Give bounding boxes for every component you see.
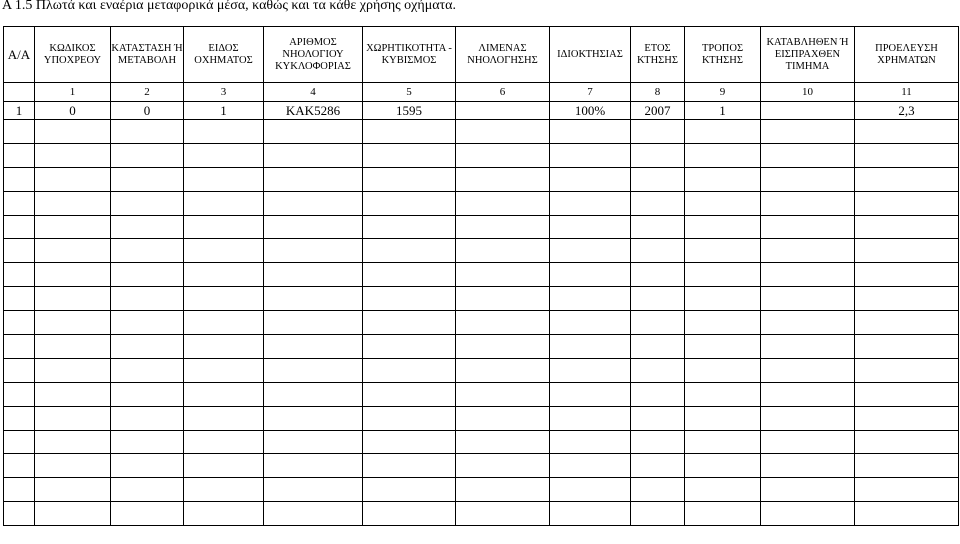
empty-row: [4, 430, 959, 454]
empty-cell: [363, 406, 456, 430]
empty-cell: [761, 120, 855, 144]
empty-cell: [456, 430, 550, 454]
table-cell: 0: [111, 102, 184, 120]
empty-cell: [184, 454, 264, 478]
empty-cell: [456, 358, 550, 382]
empty-cell: [685, 215, 761, 239]
empty-cell: [111, 382, 184, 406]
empty-cell: [761, 287, 855, 311]
empty-cell: [761, 502, 855, 526]
empty-cell: [761, 358, 855, 382]
empty-cell: [685, 191, 761, 215]
empty-cell: [855, 502, 959, 526]
empty-cell: [685, 167, 761, 191]
empty-cell: [761, 167, 855, 191]
empty-cell: [550, 454, 631, 478]
empty-cell: [685, 335, 761, 359]
empty-cell: [4, 478, 35, 502]
empty-cell: [4, 263, 35, 287]
empty-cell: [363, 263, 456, 287]
empty-cell: [685, 406, 761, 430]
table-cell: 0: [35, 102, 111, 120]
empty-cell: [184, 120, 264, 144]
col-header-registration-number: ΑΡΙΘΜΟΣ ΝΗΟΛΟΓΙΟΥ ΚΥΚΛΟΦΟΡΙΑΣ: [264, 27, 363, 83]
empty-row: [4, 382, 959, 406]
column-number: 7: [550, 83, 631, 102]
column-number: 1: [35, 83, 111, 102]
empty-cell: [35, 406, 111, 430]
empty-cell: [35, 215, 111, 239]
empty-cell: [363, 478, 456, 502]
empty-cell: [456, 311, 550, 335]
empty-cell: [363, 167, 456, 191]
empty-cell: [363, 335, 456, 359]
col-header-ownership: ΙΔΙΟΚΤΗΣΙΑΣ: [550, 27, 631, 83]
empty-cell: [456, 167, 550, 191]
column-number: 3: [184, 83, 264, 102]
empty-cell: [363, 239, 456, 263]
empty-cell: [264, 406, 363, 430]
empty-cell: [184, 478, 264, 502]
empty-cell: [550, 358, 631, 382]
empty-cell: [4, 191, 35, 215]
empty-cell: [855, 287, 959, 311]
empty-cell: [35, 263, 111, 287]
empty-cell: [631, 287, 685, 311]
empty-cell: [264, 382, 363, 406]
empty-cell: [685, 358, 761, 382]
empty-cell: [685, 311, 761, 335]
empty-cell: [550, 430, 631, 454]
empty-cell: [631, 502, 685, 526]
empty-cell: [631, 335, 685, 359]
empty-row: [4, 478, 959, 502]
empty-cell: [4, 382, 35, 406]
empty-cell: [35, 454, 111, 478]
empty-cell: [111, 358, 184, 382]
empty-cell: [111, 311, 184, 335]
empty-cell: [631, 311, 685, 335]
empty-cell: [631, 120, 685, 144]
table-row: [4, 102, 959, 120]
empty-row: [4, 454, 959, 478]
empty-cell: [631, 454, 685, 478]
column-number: 11: [855, 83, 959, 102]
empty-cell: [184, 358, 264, 382]
empty-cell: [4, 143, 35, 167]
empty-cell: [685, 430, 761, 454]
empty-cell: [855, 167, 959, 191]
empty-cell: [685, 263, 761, 287]
empty-cell: [264, 335, 363, 359]
empty-cell: [550, 502, 631, 526]
table-cell: 2,3: [855, 102, 959, 120]
empty-cell: [184, 239, 264, 263]
empty-cell: [35, 478, 111, 502]
empty-cell: [456, 239, 550, 263]
empty-cell: [264, 191, 363, 215]
column-number: 9: [685, 83, 761, 102]
empty-cell: [35, 311, 111, 335]
empty-cell: [631, 239, 685, 263]
empty-cell: [456, 120, 550, 144]
empty-cell: [111, 478, 184, 502]
empty-cell: [4, 335, 35, 359]
empty-cell: [456, 215, 550, 239]
empty-cell: [456, 263, 550, 287]
empty-cell: [4, 454, 35, 478]
col-header-status: ΚΑΤΑΣΤΑΣΗ Ή ΜΕΤΑΒΟΛΗ: [111, 27, 184, 83]
empty-cell: [363, 143, 456, 167]
empty-cell: [184, 143, 264, 167]
empty-cell: [184, 167, 264, 191]
empty-cell: [35, 287, 111, 311]
empty-cell: [550, 120, 631, 144]
empty-cell: [855, 311, 959, 335]
empty-cell: [111, 143, 184, 167]
empty-cell: [35, 120, 111, 144]
empty-cell: [264, 120, 363, 144]
empty-cell: [35, 239, 111, 263]
empty-cell: [761, 478, 855, 502]
empty-cell: [631, 430, 685, 454]
empty-cell: [685, 120, 761, 144]
empty-cell: [184, 335, 264, 359]
table-cell: [456, 102, 550, 120]
empty-cell: [761, 215, 855, 239]
empty-cell: [761, 263, 855, 287]
empty-cell: [761, 191, 855, 215]
column-number: 5: [363, 83, 456, 102]
empty-cell: [264, 311, 363, 335]
column-number: 10: [761, 83, 855, 102]
empty-cell: [855, 454, 959, 478]
table-cell: 2007: [631, 102, 685, 120]
empty-cell: [4, 167, 35, 191]
header-row: [4, 27, 959, 83]
empty-cell: [264, 239, 363, 263]
empty-cell: [264, 167, 363, 191]
empty-cell: [631, 263, 685, 287]
column-number: 2: [111, 83, 184, 102]
empty-cell: [111, 335, 184, 359]
column-number-row: [4, 83, 959, 102]
table-cell: [761, 102, 855, 120]
empty-cell: [855, 430, 959, 454]
empty-cell: [4, 239, 35, 263]
empty-cell: [855, 263, 959, 287]
empty-row: [4, 406, 959, 430]
empty-cell: [855, 478, 959, 502]
empty-cell: [631, 382, 685, 406]
empty-cell: [363, 430, 456, 454]
empty-cell: [35, 191, 111, 215]
empty-cell: [363, 502, 456, 526]
col-header-price: ΚΑΤΑΒΛΗΘΕΝ Ή ΕΙΣΠΡΑΧΘΕΝ ΤΙΜΗΜΑ: [761, 27, 855, 83]
col-header-port: ΛΙΜΕΝΑΣ ΝΗΟΛΟΓΗΣΗΣ: [456, 27, 550, 83]
empty-cell: [111, 454, 184, 478]
empty-cell: [761, 382, 855, 406]
empty-cell: [855, 406, 959, 430]
empty-cell: [111, 191, 184, 215]
empty-cell: [363, 358, 456, 382]
empty-cell: [761, 311, 855, 335]
empty-row: [4, 311, 959, 335]
empty-cell: [111, 215, 184, 239]
empty-cell: [761, 406, 855, 430]
empty-cell: [550, 335, 631, 359]
empty-cell: [685, 239, 761, 263]
empty-cell: [456, 454, 550, 478]
empty-cell: [111, 502, 184, 526]
empty-cell: [855, 382, 959, 406]
empty-row: [4, 502, 959, 526]
empty-cell: [4, 215, 35, 239]
empty-cell: [264, 502, 363, 526]
col-header-aa: Α/Α: [4, 27, 35, 83]
empty-cell: [855, 143, 959, 167]
empty-cell: [550, 167, 631, 191]
empty-cell: [35, 502, 111, 526]
column-number: 8: [631, 83, 685, 102]
empty-cell: [111, 120, 184, 144]
empty-cell: [550, 406, 631, 430]
empty-row: [4, 167, 959, 191]
empty-cell: [363, 382, 456, 406]
empty-cell: [855, 335, 959, 359]
table-cell: 1: [4, 102, 35, 120]
empty-cell: [631, 406, 685, 430]
empty-cell: [264, 478, 363, 502]
table-cell: ΚΑΚ5286: [264, 102, 363, 120]
empty-cell: [184, 382, 264, 406]
empty-row: [4, 239, 959, 263]
empty-cell: [550, 239, 631, 263]
column-number: 4: [264, 83, 363, 102]
empty-cell: [184, 215, 264, 239]
empty-row: [4, 120, 959, 144]
assets-table: [3, 26, 959, 526]
empty-cell: [111, 167, 184, 191]
empty-cell: [4, 502, 35, 526]
empty-cell: [264, 263, 363, 287]
column-number: 6: [456, 83, 550, 102]
empty-cell: [456, 478, 550, 502]
empty-cell: [550, 382, 631, 406]
empty-cell: [35, 430, 111, 454]
empty-cell: [184, 502, 264, 526]
empty-cell: [363, 287, 456, 311]
empty-cell: [855, 120, 959, 144]
empty-cell: [363, 215, 456, 239]
empty-cell: [456, 382, 550, 406]
empty-cell: [4, 287, 35, 311]
empty-cell: [4, 311, 35, 335]
empty-cell: [631, 191, 685, 215]
empty-cell: [761, 143, 855, 167]
empty-cell: [35, 167, 111, 191]
empty-cell: [631, 478, 685, 502]
empty-cell: [4, 358, 35, 382]
table-cell: 1595: [363, 102, 456, 120]
empty-cell: [456, 406, 550, 430]
empty-cell: [4, 406, 35, 430]
empty-cell: [685, 143, 761, 167]
col-header-year: ΕΤΟΣ ΚΤΗΣΗΣ: [631, 27, 685, 83]
empty-cell: [184, 430, 264, 454]
empty-cell: [35, 335, 111, 359]
empty-cell: [35, 382, 111, 406]
empty-cell: [456, 502, 550, 526]
empty-cell: [761, 454, 855, 478]
empty-cell: [550, 311, 631, 335]
empty-cell: [855, 191, 959, 215]
empty-cell: [35, 358, 111, 382]
empty-cell: [631, 167, 685, 191]
empty-cell: [685, 382, 761, 406]
empty-cell: [685, 502, 761, 526]
col-header-capacity: ΧΩΡΗΤΙΚΟΤΗΤΑ - ΚΥΒΙΣΜΟΣ: [363, 27, 456, 83]
column-number: [4, 83, 35, 102]
empty-cell: [264, 430, 363, 454]
empty-row: [4, 335, 959, 359]
empty-row: [4, 358, 959, 382]
col-header-funds-source: ΠΡΟΕΛΕΥΣΗ ΧΡΗΜΑΤΩΝ: [855, 27, 959, 83]
empty-cell: [550, 191, 631, 215]
empty-cell: [184, 406, 264, 430]
empty-cell: [111, 263, 184, 287]
empty-cell: [35, 143, 111, 167]
empty-row: [4, 215, 959, 239]
empty-row: [4, 191, 959, 215]
empty-cell: [550, 287, 631, 311]
empty-cell: [550, 263, 631, 287]
empty-cell: [685, 454, 761, 478]
empty-row: [4, 143, 959, 167]
empty-cell: [264, 143, 363, 167]
empty-cell: [184, 191, 264, 215]
empty-cell: [111, 430, 184, 454]
empty-cell: [761, 430, 855, 454]
empty-cell: [111, 287, 184, 311]
empty-cell: [456, 287, 550, 311]
empty-cell: [855, 215, 959, 239]
empty-cell: [363, 191, 456, 215]
empty-cell: [4, 430, 35, 454]
empty-cell: [184, 287, 264, 311]
empty-cell: [264, 454, 363, 478]
empty-cell: [631, 143, 685, 167]
empty-cell: [111, 239, 184, 263]
empty-cell: [631, 358, 685, 382]
empty-cell: [761, 335, 855, 359]
empty-cell: [456, 335, 550, 359]
empty-cell: [363, 454, 456, 478]
page-title: Α 1.5 Πλωτά και εναέρια μεταφορικά μέσα, καθώς και τα κάθε χρήσης οχήματα.: [2, 0, 457, 13]
empty-cell: [363, 311, 456, 335]
col-header-vehicle-type: ΕΙΔΟΣ ΟΧΗΜΑΤΟΣ: [184, 27, 264, 83]
empty-cell: [264, 358, 363, 382]
empty-row: [4, 287, 959, 311]
empty-cell: [184, 263, 264, 287]
col-header-obligor-code: ΚΩΔΙΚΟΣ ΥΠΟΧΡΕΟΥ: [35, 27, 111, 83]
empty-cell: [550, 143, 631, 167]
empty-cell: [111, 406, 184, 430]
empty-cell: [264, 215, 363, 239]
empty-cell: [631, 215, 685, 239]
table-cell: 1: [184, 102, 264, 120]
empty-cell: [855, 358, 959, 382]
table-cell: 100%: [550, 102, 631, 120]
empty-cell: [4, 120, 35, 144]
col-header-acquisition-mode: ΤΡΟΠΟΣ ΚΤΗΣΗΣ: [685, 27, 761, 83]
empty-cell: [685, 287, 761, 311]
empty-cell: [761, 239, 855, 263]
empty-cell: [855, 239, 959, 263]
empty-cell: [550, 478, 631, 502]
empty-cell: [550, 215, 631, 239]
empty-cell: [685, 478, 761, 502]
empty-cell: [264, 287, 363, 311]
empty-cell: [456, 191, 550, 215]
empty-cell: [184, 311, 264, 335]
table-cell: 1: [685, 102, 761, 120]
empty-row: [4, 263, 959, 287]
empty-cell: [363, 120, 456, 144]
empty-cell: [456, 143, 550, 167]
